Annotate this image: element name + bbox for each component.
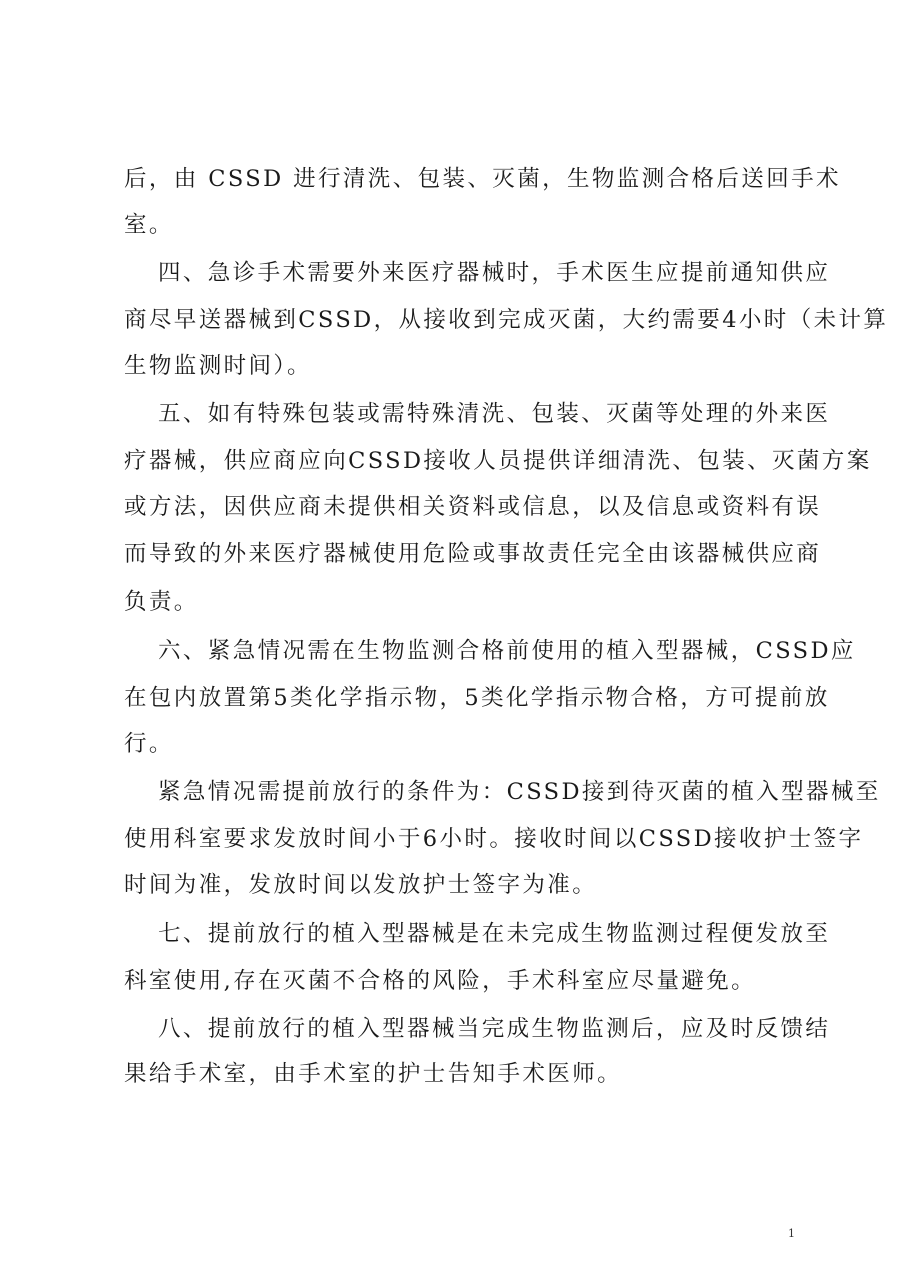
paragraph-5-line-1: 五、如有特殊包装或需特殊清洗、包装、灭菌等处理的外来医 [158, 401, 831, 427]
paragraph-6-line-2: 在包内放置第5类化学指示物，5类化学指示物合格，方可提前放 [124, 685, 830, 711]
text-line-1: 后，由 CSSD 进行清洗、包装、灭菌，生物监测合格后送回手术 [124, 166, 841, 192]
paragraph-8-line-1: 七、提前放行的植入型器械是在未完成生物监测过程便发放至 [158, 921, 831, 947]
paragraph-7-line-3: 时间为准，发放时间以发放护士签字为准。 [124, 872, 598, 898]
paragraph-6-line-3: 行。 [124, 731, 174, 757]
paragraph-9-line-2: 果给手术室，由手术室的护士告知手术医师。 [124, 1061, 623, 1087]
paragraph-5-line-4: 而导致的外来医疗器械使用危险或事故责任完全由该器械供应商 [124, 541, 822, 567]
page-number: 1 [788, 1227, 795, 1240]
paragraph-9-line-1: 八、提前放行的植入型器械当完成生物监测后，应及时反馈结 [158, 1016, 831, 1042]
paragraph-4-line-2: 商尽早送器械到CSSD，从接收到完成灭菌，大约需要4小时（未计算 [124, 307, 889, 333]
paragraph-5-line-5: 负责。 [124, 589, 199, 615]
paragraph-4-line-1: 四、急诊手术需要外来医疗器械时，手术医生应提前通知供应 [158, 260, 831, 286]
paragraph-8-line-2: 科室使用,存在灭菌不合格的风险，手术科室应尽量避免。 [124, 968, 757, 994]
paragraph-4-line-3: 生物监测时间）。 [124, 353, 312, 379]
paragraph-7-line-2: 使用科室要求发放时间小于6小时。接收时间以CSSD接收护士签字 [124, 826, 864, 852]
paragraph-6-line-1: 六、紧急情况需在生物监测合格前使用的植入型器械，CSSD应 [158, 638, 856, 664]
paragraph-5-line-2: 疗器械，供应商应向CSSD接收人员提供详细清洗、包装、灭菌方案 [124, 448, 872, 474]
paragraph-7-line-1: 紧急情况需提前放行的条件为：CSSD接到待灭菌的植入型器械至 [158, 779, 881, 805]
text-line-2: 室。 [124, 212, 174, 238]
paragraph-5-line-3: 或方法，因供应商未提供相关资料或信息，以及信息或资料有误 [124, 494, 822, 520]
